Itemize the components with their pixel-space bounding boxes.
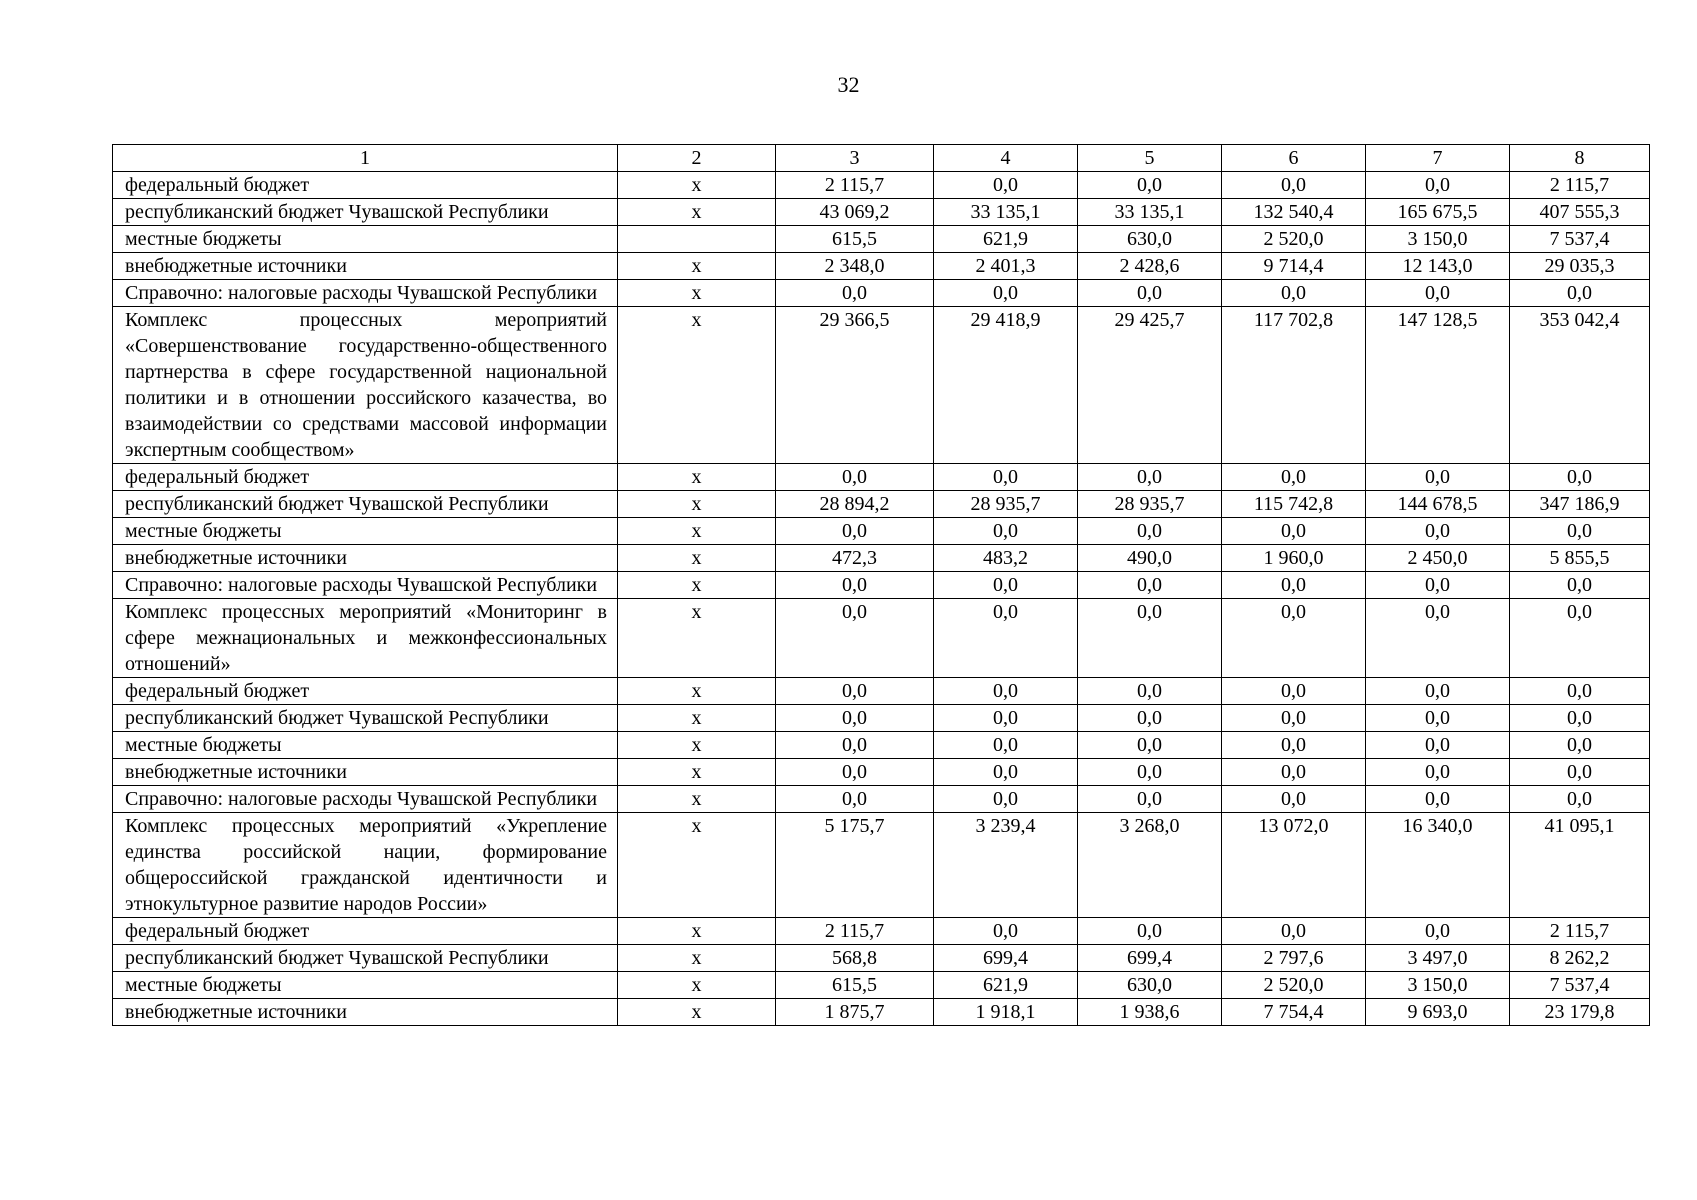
value-cell: 8 262,2 [1510,945,1650,972]
row-marker: х [618,464,776,491]
value-cell: 3 497,0 [1366,945,1510,972]
value-cell: 29 366,5 [776,307,934,464]
row-label: республиканский бюджет Чувашской Республики [113,199,618,226]
value-cell: 0,0 [776,678,934,705]
value-cell: 0,0 [1078,759,1222,786]
column-header: 2 [618,145,776,172]
value-cell: 0,0 [934,678,1078,705]
value-cell: 2 797,6 [1222,945,1366,972]
value-cell: 0,0 [1510,572,1650,599]
value-cell: 2 401,3 [934,253,1078,280]
value-cell: 0,0 [1366,732,1510,759]
value-cell: 33 135,1 [934,199,1078,226]
value-cell: 29 418,9 [934,307,1078,464]
value-cell: 1 875,7 [776,999,934,1026]
value-cell: 0,0 [1510,786,1650,813]
row-marker: х [618,253,776,280]
value-cell: 0,0 [1510,759,1650,786]
column-header: 1 [113,145,618,172]
table-row [113,599,1650,678]
row-label: республиканский бюджет Чувашской Республики [113,705,618,732]
table-row [113,280,1650,307]
value-cell: 0,0 [776,759,934,786]
row-label: республиканский бюджет Чувашской Республики [113,491,618,518]
value-cell: 7 537,4 [1510,226,1650,253]
value-cell: 0,0 [934,732,1078,759]
value-cell: 0,0 [1510,599,1650,678]
value-cell: 0,0 [776,518,934,545]
table-row [113,518,1650,545]
value-cell: 144 678,5 [1366,491,1510,518]
value-cell: 0,0 [934,599,1078,678]
value-cell: 0,0 [1510,705,1650,732]
value-cell: 28 935,7 [934,491,1078,518]
table-row [113,572,1650,599]
row-marker: х [618,572,776,599]
value-cell: 0,0 [1222,464,1366,491]
value-cell: 0,0 [776,280,934,307]
value-cell: 132 540,4 [1222,199,1366,226]
value-cell: 630,0 [1078,972,1222,999]
column-header: 6 [1222,145,1366,172]
value-cell: 0,0 [1366,464,1510,491]
value-cell: 2 450,0 [1366,545,1510,572]
row-marker: х [618,599,776,678]
table-row [113,464,1650,491]
value-cell: 0,0 [1366,280,1510,307]
value-cell: 0,0 [1222,759,1366,786]
row-marker: х [618,813,776,918]
value-cell: 0,0 [1078,918,1222,945]
value-cell: 0,0 [934,464,1078,491]
value-cell: 9 693,0 [1366,999,1510,1026]
value-cell: 1 960,0 [1222,545,1366,572]
table-row [113,678,1650,705]
row-label: федеральный бюджет [113,678,618,705]
value-cell: 0,0 [776,786,934,813]
row-marker: х [618,518,776,545]
value-cell: 568,8 [776,945,934,972]
value-cell: 0,0 [776,705,934,732]
row-label: внебюджетные источники [113,999,618,1026]
table-row [113,813,1650,918]
value-cell: 33 135,1 [1078,199,1222,226]
value-cell: 407 555,3 [1510,199,1650,226]
row-marker: х [618,199,776,226]
value-cell: 0,0 [1366,786,1510,813]
value-cell: 29 035,3 [1510,253,1650,280]
table-row [113,199,1650,226]
column-header: 7 [1366,145,1510,172]
value-cell: 0,0 [934,172,1078,199]
row-label: Комплекс процессных мероприятий «Укрепление единства российской нации, формирование общероссийской гражданской идентичности и этнокультурное развитие народов России» [113,813,618,918]
value-cell: 347 186,9 [1510,491,1650,518]
table-row [113,786,1650,813]
value-cell: 0,0 [1222,172,1366,199]
value-cell: 5 855,5 [1510,545,1650,572]
table-body [113,172,1650,1026]
value-cell: 1 918,1 [934,999,1078,1026]
value-cell: 28 935,7 [1078,491,1222,518]
value-cell: 2 520,0 [1222,226,1366,253]
value-cell: 3 150,0 [1366,972,1510,999]
row-marker: х [618,759,776,786]
value-cell: 0,0 [1510,464,1650,491]
value-cell: 353 042,4 [1510,307,1650,464]
value-cell: 7 537,4 [1510,972,1650,999]
value-cell: 0,0 [1222,705,1366,732]
value-cell: 0,0 [776,464,934,491]
row-marker [618,226,776,253]
value-cell: 165 675,5 [1366,199,1510,226]
table-row [113,545,1650,572]
table-row [113,999,1650,1026]
value-cell: 0,0 [1510,280,1650,307]
value-cell: 0,0 [1366,172,1510,199]
table-row [113,918,1650,945]
row-label: Комплекс процессных мероприятий «Мониторинг в сфере межнациональных и межконфессиональных отношений» [113,599,618,678]
table-row [113,945,1650,972]
value-cell: 28 894,2 [776,491,934,518]
row-marker: х [618,705,776,732]
value-cell: 3 239,4 [934,813,1078,918]
value-cell: 699,4 [1078,945,1222,972]
value-cell: 0,0 [934,918,1078,945]
value-cell: 147 128,5 [1366,307,1510,464]
row-marker: х [618,678,776,705]
value-cell: 23 179,8 [1510,999,1650,1026]
value-cell: 483,2 [934,545,1078,572]
value-cell: 29 425,7 [1078,307,1222,464]
value-cell: 16 340,0 [1366,813,1510,918]
column-header: 5 [1078,145,1222,172]
value-cell: 2 115,7 [776,172,934,199]
value-cell: 0,0 [934,518,1078,545]
row-marker: х [618,280,776,307]
table-row [113,972,1650,999]
value-cell: 0,0 [1078,786,1222,813]
value-cell: 490,0 [1078,545,1222,572]
value-cell: 0,0 [1078,518,1222,545]
value-cell: 0,0 [1078,280,1222,307]
value-cell: 3 150,0 [1366,226,1510,253]
row-label: местные бюджеты [113,732,618,759]
row-label: Справочно: налоговые расходы Чувашской Республики [113,280,618,307]
header-row [113,145,1650,172]
row-marker: х [618,999,776,1026]
value-cell: 3 268,0 [1078,813,1222,918]
value-cell: 0,0 [1078,572,1222,599]
row-label: Комплекс процессных мероприятий «Совершенствование государственно-общественного партнерства в сфере государственной национальной политики и в отношении российского казачества, во взаимодействии со средствами массовой информации экспертным сообществом» [113,307,618,464]
value-cell: 0,0 [776,732,934,759]
value-cell: 0,0 [1222,280,1366,307]
value-cell: 0,0 [1510,518,1650,545]
value-cell: 0,0 [934,572,1078,599]
value-cell: 621,9 [934,226,1078,253]
value-cell: 9 714,4 [1222,253,1366,280]
row-label: местные бюджеты [113,518,618,545]
value-cell: 43 069,2 [776,199,934,226]
value-cell: 0,0 [1078,599,1222,678]
row-marker: х [618,972,776,999]
value-cell: 0,0 [1366,518,1510,545]
value-cell: 621,9 [934,972,1078,999]
value-cell: 0,0 [1366,678,1510,705]
value-cell: 2 428,6 [1078,253,1222,280]
value-cell: 615,5 [776,972,934,999]
table-row [113,705,1650,732]
value-cell: 0,0 [1222,786,1366,813]
row-label: Справочно: налоговые расходы Чувашской Республики [113,572,618,599]
table-row [113,226,1650,253]
value-cell: 2 520,0 [1222,972,1366,999]
value-cell: 13 072,0 [1222,813,1366,918]
table-row [113,253,1650,280]
table-row [113,172,1650,199]
value-cell: 2 115,7 [1510,918,1650,945]
row-marker: х [618,545,776,572]
value-cell: 615,5 [776,226,934,253]
value-cell: 0,0 [1366,759,1510,786]
row-marker: х [618,172,776,199]
value-cell: 5 175,7 [776,813,934,918]
value-cell: 0,0 [1366,705,1510,732]
row-label: федеральный бюджет [113,464,618,491]
table-row [113,307,1650,464]
row-label: местные бюджеты [113,226,618,253]
value-cell: 12 143,0 [1366,253,1510,280]
value-cell: 0,0 [934,705,1078,732]
row-marker: х [618,786,776,813]
value-cell: 41 095,1 [1510,813,1650,918]
row-marker: х [618,918,776,945]
value-cell: 0,0 [1366,918,1510,945]
value-cell: 2 115,7 [1510,172,1650,199]
row-label: Справочно: налоговые расходы Чувашской Республики [113,786,618,813]
value-cell: 0,0 [1222,678,1366,705]
value-cell: 0,0 [934,280,1078,307]
row-marker: х [618,491,776,518]
value-cell: 0,0 [934,759,1078,786]
value-cell: 0,0 [1078,732,1222,759]
column-header: 4 [934,145,1078,172]
value-cell: 0,0 [1222,572,1366,599]
row-marker: х [618,307,776,464]
value-cell: 0,0 [934,786,1078,813]
value-cell: 0,0 [1510,678,1650,705]
table-row [113,732,1650,759]
value-cell: 0,0 [1510,732,1650,759]
value-cell: 0,0 [1078,705,1222,732]
row-label: федеральный бюджет [113,172,618,199]
row-marker: х [618,732,776,759]
value-cell: 630,0 [1078,226,1222,253]
value-cell: 0,0 [1078,678,1222,705]
value-cell: 0,0 [1222,732,1366,759]
value-cell: 0,0 [1366,599,1510,678]
page-number: 32 [837,72,860,97]
budget-table [112,144,1650,1026]
row-label: федеральный бюджет [113,918,618,945]
row-label: внебюджетные источники [113,759,618,786]
value-cell: 0,0 [1222,599,1366,678]
value-cell: 0,0 [1222,518,1366,545]
row-label: внебюджетные источники [113,545,618,572]
row-label: внебюджетные источники [113,253,618,280]
value-cell: 2 115,7 [776,918,934,945]
column-header: 8 [1510,145,1650,172]
value-cell: 0,0 [1078,464,1222,491]
value-cell: 472,3 [776,545,934,572]
row-label: республиканский бюджет Чувашской Республики [113,945,618,972]
value-cell: 699,4 [934,945,1078,972]
value-cell: 1 938,6 [1078,999,1222,1026]
table-row [113,759,1650,786]
row-marker: х [618,945,776,972]
column-header: 3 [776,145,934,172]
value-cell: 0,0 [776,572,934,599]
value-cell: 0,0 [776,599,934,678]
value-cell: 2 348,0 [776,253,934,280]
row-label: местные бюджеты [113,972,618,999]
table-row [113,491,1650,518]
value-cell: 117 702,8 [1222,307,1366,464]
value-cell: 0,0 [1366,572,1510,599]
value-cell: 7 754,4 [1222,999,1366,1026]
value-cell: 115 742,8 [1222,491,1366,518]
value-cell: 0,0 [1222,918,1366,945]
value-cell: 0,0 [1078,172,1222,199]
